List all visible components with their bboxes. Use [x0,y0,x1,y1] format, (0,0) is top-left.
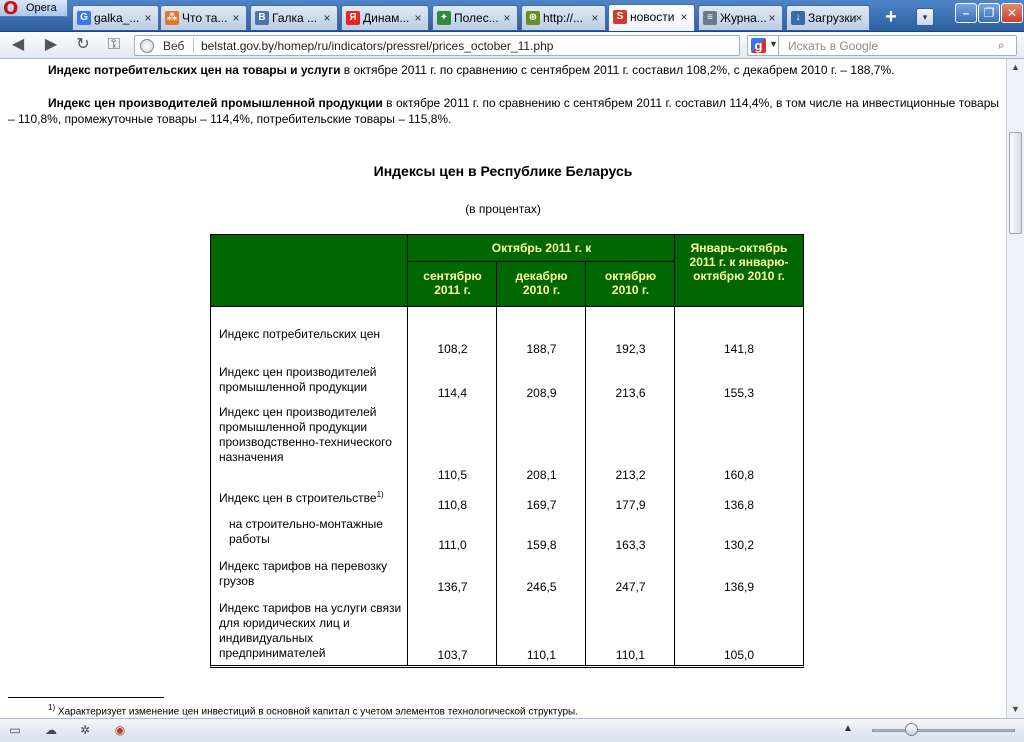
tab-title: Галка ... [272,11,318,25]
table-cell-value: 247,7 [615,580,646,594]
table-cell-value: 108,2 [437,342,468,356]
status-bar [0,718,1024,742]
table-cell-value: 213,2 [615,468,646,482]
footnote-ref: 1) [376,490,384,499]
table-cell-value: 110,1 [615,648,646,662]
table-row-label [219,365,404,395]
table-cell-value: 155,3 [723,386,755,400]
tab-title: Что та... [182,11,228,25]
table-cell-value: 208,1 [526,468,557,482]
table-cell-value: 110,1 [526,648,557,662]
table-cell-value: 136,9 [723,580,755,594]
tab-title: Динам... [363,11,410,25]
table-cell-value: 110,8 [437,498,468,512]
table-cell-value: 141,8 [723,342,755,356]
table-cell-value: 110,5 [437,468,468,482]
table-cell-value: 192,3 [615,342,646,356]
tab-list-button[interactable]: ▾ [916,8,934,26]
page-content [0,59,1006,718]
row-label-text: Индекс цен производителей промышленной продукции [219,365,377,394]
footnote-mark: 1) [48,703,56,712]
table-vline [585,262,586,665]
tab-4[interactable] [341,5,429,30]
table-row-label [219,601,404,661]
table-cell-value: 208,9 [526,386,557,400]
tab-close-icon[interactable]: × [503,11,511,25]
reload-icon[interactable]: ↻ [76,36,90,53]
network-icon: ⊕ [526,11,540,25]
search-engine-selector[interactable] [747,35,779,56]
tab-close-icon[interactable]: × [414,11,422,25]
yandex-icon: Я [346,11,360,25]
paragraph-ppi-bold: Индекс цен производителей промышленной продукции [48,96,383,110]
zoom-slider[interactable] [872,729,1015,732]
tab-close-icon[interactable]: × [680,10,688,24]
table-cell-value: 246,5 [526,580,557,594]
navigation-bar [0,32,1024,59]
paragraph-cpi-text: в октябре 2011 г. по сравнению с сентябрем 2011 г. составил 108,2%, с декабрем 2010 г. – 188,7%. [340,63,895,77]
tab-close-icon[interactable]: × [855,11,863,25]
tab-title: новости [630,10,675,24]
tab-close-icon[interactable]: × [144,11,152,25]
paragraph-ppi [8,95,999,127]
tab-9[interactable] [786,5,870,30]
table-hline [408,261,675,262]
table-cell-value: 111,0 [438,538,467,552]
tab-title: Полес... [454,11,499,25]
tab-title: galka_... [94,11,140,25]
tab-close-icon[interactable]: × [591,11,599,25]
opera-logo-icon: O [3,0,19,19]
table-cell-value: 136,7 [437,580,468,594]
zoom-slider-thumb[interactable] [905,723,918,736]
address-separator [193,38,194,53]
chevron-down-icon: ▼ [769,39,778,49]
table-cell-value: 213,6 [615,386,646,400]
table-title: Индексы цен в Республике Беларусь [373,163,633,179]
turbo-icon[interactable]: ✲ [79,723,91,737]
tab-bar [0,0,1024,32]
table-vline [407,235,408,665]
table-subtitle: (в процентах) [465,202,541,216]
table-cell-value: 130,2 [723,538,755,552]
table-row-label [219,327,404,342]
table-cell-value: 160,8 [723,468,755,482]
vk-icon: B [255,11,269,25]
table-header-dec-2010: декабрю 2010 г. [497,262,586,306]
close-window-button[interactable]: ✕ [1001,3,1023,23]
tab-title: Журна... [720,11,767,25]
tab-close-icon[interactable]: × [768,11,776,25]
address-bar[interactable] [134,35,740,56]
footnote-divider [8,697,164,698]
row-label-text: Индекс потребительских цен [219,327,381,341]
table-cell-value: 159,8 [526,538,557,552]
table-row-label [219,559,404,589]
tab-5[interactable] [432,5,518,30]
table-header-jan-oct: Январь-октябрь 2011 г. к январю-октябрю 2010 г. [675,235,803,306]
row-label-text: на строительно-монтажные работы [229,517,383,546]
row-label-text: Индекс тарифов на услуги связи для юридических лиц и индивидуальных предпринимателей [219,601,402,660]
opera-menu-button[interactable] [0,0,68,17]
table-row-label [219,487,404,506]
table-vline [496,262,497,665]
table-cell-value: 136,8 [723,498,755,512]
paragraph-ppi-text: в октябре 2011 г. по сравнению с сентябрем 2011 г. составил 114,4%, в том числе на инвестиционные товары – 110,8%, промежуточные товары – 114,4%, потребительские товары – 115,8%. [8,96,999,126]
google-icon: G [77,11,91,25]
key-icon[interactable]: ⚿ [107,36,121,53]
tab-close-icon[interactable]: × [232,11,240,25]
row-label-text: Индекс тарифов на перевозку грузов [219,559,388,588]
footnote-text: Характеризует изменение цен инвестиций в основной капитал с учетом элементов технологической структуры. [55,706,578,718]
table-vline [674,235,675,665]
table-header-oct-2010: октябрю 2010 г. [586,262,675,306]
back-icon[interactable]: ◀ [11,36,25,53]
paragraph-cpi [48,62,998,78]
tab-title: http://... [543,11,584,25]
search-icon[interactable]: ⌕ [998,38,1005,52]
minimize-button[interactable]: – [955,3,977,23]
page-icon: ≡ [703,11,717,25]
globe-icon [140,39,154,53]
price-index-table [210,234,804,668]
vertical-scrollbar[interactable] [1006,59,1024,718]
table-cell-value: 169,7 [526,498,557,512]
row-label-text: Индекс цен производителей промышленной продукции производственно-технического назначения [219,405,392,464]
opera-menu-label: Opera [26,2,57,14]
table-header-sep-2011: сентябрю 2011 г. [408,262,497,306]
table-cell-value: 103,7 [437,648,468,662]
footnote [48,703,578,717]
table-header-group: Октябрь 2011 г. к [408,235,675,262]
address-scheme-label: Веб [163,39,185,53]
google-icon: g [751,38,766,53]
table-cell-value: 188,7 [526,342,557,356]
address-url[interactable]: belstat.gov.by/homep/ru/indicators/pressrel/prices_october_11.php [201,39,554,53]
restore-button[interactable]: ❐ [978,3,1000,23]
download-icon: ↓ [791,11,805,25]
table-cell-value: 105,0 [723,648,755,662]
table-header-blank [211,235,408,306]
new-tab-button[interactable]: + [885,6,897,28]
cloud-icon[interactable]: ☁ [45,723,57,737]
scroll-up-icon[interactable]: ▲ [1011,62,1020,72]
news-icon: S [613,10,627,24]
tab-8[interactable] [698,5,783,30]
paragraph-cpi-bold: Индекс потребительских цен на товары и услуги [48,63,341,77]
table-row-label [219,405,404,465]
table-row-label [229,517,404,547]
zoom-menu-icon[interactable]: ▲ [843,723,853,734]
dots-icon: ⁂ [166,12,178,23]
tab-6[interactable] [521,5,606,30]
scrollbar-thumb[interactable] [1009,132,1022,234]
scroll-down-icon[interactable]: ▼ [1011,704,1020,714]
table-cell-value: 163,3 [615,538,646,552]
unite-icon[interactable]: ◉ [114,723,126,737]
panel-toggle-icon[interactable]: ▭ [9,723,21,737]
table-cell-value: 177,9 [615,498,646,512]
search-placeholder: Искать в Google [788,39,879,53]
tab-3[interactable] [250,5,338,30]
row-label-text: Индекс цен в строительстве [219,491,377,505]
tab-title: Загрузки [808,11,857,25]
crest-icon: ✦ [437,11,451,25]
tab-1[interactable] [72,5,159,30]
table-hline [211,306,803,307]
search-input[interactable] [779,35,1017,56]
tab-2[interactable] [160,5,247,30]
table-cell-value: 114,4 [437,386,468,400]
tab-7[interactable] [608,4,695,31]
tab-close-icon[interactable]: × [323,11,331,25]
forward-icon[interactable]: ▶ [44,36,58,53]
